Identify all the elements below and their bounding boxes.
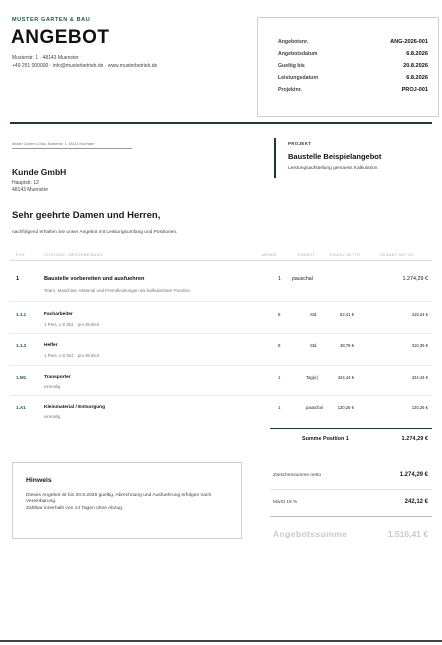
subtotal-label: Zwischensumme netto bbox=[273, 473, 321, 478]
row-unit-price: 52,41 € bbox=[340, 312, 354, 317]
row-quantity: 1 bbox=[278, 405, 281, 410]
company-brand: MUSTER GARTEN & BAU bbox=[12, 17, 91, 23]
table-row bbox=[10, 396, 432, 428]
row-pos: 1.1.2 bbox=[16, 343, 27, 348]
table-row bbox=[10, 334, 432, 366]
intro-text: nachfolgend erhalten Sie unser Angebot mit Leistungsumfang und Positionen. bbox=[12, 230, 178, 235]
meta-label: Angebotsdatum bbox=[278, 51, 318, 57]
meta-row-project-number bbox=[278, 87, 428, 96]
row-pos: 1.M1 bbox=[16, 375, 27, 380]
position-sum-label: Summe Position 1 bbox=[302, 436, 349, 442]
customer-street: Hauptstr. 12 bbox=[12, 180, 39, 186]
hint-title: Hinweis bbox=[26, 477, 52, 484]
row-unit: Tag(e) bbox=[306, 375, 318, 380]
meta-label: Angebotsnr. bbox=[278, 39, 309, 45]
row-quantity: 1 bbox=[278, 375, 281, 380]
row-pos: 1.A1 bbox=[16, 405, 26, 410]
row-unit: pauschal bbox=[292, 276, 313, 282]
meta-value: 6.8.2026 bbox=[406, 75, 428, 81]
table-header bbox=[10, 248, 432, 261]
table-row bbox=[10, 366, 432, 396]
totals-divider bbox=[270, 516, 432, 517]
meta-row-offer-date bbox=[278, 51, 428, 60]
greeting: Sehr geehrte Damen und Herren, bbox=[12, 210, 161, 221]
company-contact-line: +49 251 000000 · info@musterbetrieb.de · www.musterbetrieb.de bbox=[12, 63, 158, 69]
sender-line: Muster Garten & Bau, Musterstr. 1, 48143 Muenster bbox=[12, 142, 132, 149]
row-title: Facharbeiter bbox=[44, 312, 73, 317]
row-quantity: 8 bbox=[278, 312, 281, 317]
row-subtitle: Team, Maschine, Material und Fremdleistungen als kalkulierbare Position. bbox=[44, 288, 192, 293]
row-total: 1.274,29 € bbox=[402, 276, 428, 282]
row-subtitle: 1 Pers. x 8 Std. · pro Einheit bbox=[44, 322, 99, 327]
row-subtitle: 1 Pers. x 8 Std. · pro Einheit bbox=[44, 353, 99, 358]
row-unit: Std. bbox=[310, 312, 318, 317]
header-unit: EINHEIT bbox=[298, 253, 315, 257]
row-total: 424,44 € bbox=[411, 375, 428, 380]
grand-total-label: Angebotssumme bbox=[273, 529, 348, 539]
row-title: Kleinmaterial / Entsorgung bbox=[44, 405, 106, 410]
customer-address bbox=[12, 180, 48, 194]
meta-row-service-date bbox=[278, 75, 428, 84]
row-pos: 1.1.1 bbox=[16, 312, 27, 317]
header-total: GESAMT NETTO bbox=[380, 253, 414, 257]
row-subtitle: einmalig bbox=[44, 384, 61, 389]
row-unit-price: 424,44 € bbox=[337, 375, 354, 380]
row-subtitle: einmalig bbox=[44, 414, 61, 419]
customer-name: Kunde GmbH bbox=[12, 167, 67, 177]
meta-label: Leistungsdatum bbox=[278, 75, 319, 81]
document-title: ANGEBOT bbox=[11, 27, 110, 48]
table-row bbox=[10, 302, 432, 334]
row-pos: 1 bbox=[16, 276, 20, 282]
row-title: Baustelle vorbereiten und ausfuehren bbox=[44, 276, 145, 282]
meta-row-valid-until bbox=[278, 63, 428, 72]
grand-total-value: 1.516,41 € bbox=[387, 529, 428, 539]
totals-divider bbox=[270, 489, 432, 490]
header-quantity: MENGE bbox=[262, 253, 278, 257]
hint-box bbox=[12, 462, 242, 539]
row-total: 120,26 € bbox=[411, 405, 428, 410]
offer-meta-box bbox=[257, 17, 439, 117]
company-address-line: Musterstr. 1 · 48143 Muenster bbox=[12, 55, 79, 61]
row-unit: Std. bbox=[310, 343, 318, 348]
meta-value: PROJ-001 bbox=[401, 87, 428, 93]
hint-line-payment: Zahlbar innerhalb von 14 Tagen ohne Abzug. bbox=[26, 505, 124, 511]
meta-row-offer-number bbox=[278, 39, 428, 48]
meta-label: Projektnr. bbox=[278, 87, 302, 93]
header-unit-price: EINZEL NETTO bbox=[330, 253, 361, 257]
company-address bbox=[12, 54, 157, 70]
row-unit-price: 38,79 € bbox=[340, 343, 354, 348]
row-quantity: 8 bbox=[278, 343, 281, 348]
vat-value: 242,12 € bbox=[404, 499, 428, 505]
project-description: Leistungsaufstellung gemaess Kalkulation. bbox=[288, 166, 379, 171]
hint-text bbox=[26, 493, 226, 512]
row-unit: pauschal bbox=[306, 405, 323, 410]
header-description: LEISTUNG / BESCHREIBUNG bbox=[44, 253, 103, 257]
position-sum bbox=[270, 428, 432, 445]
position-sum-value: 1.274,29 € bbox=[401, 436, 428, 442]
meta-value: 20.8.2026 bbox=[403, 63, 428, 69]
project-accent-bar bbox=[274, 138, 276, 178]
row-quantity: 1 bbox=[278, 276, 281, 282]
row-total: 419,24 € bbox=[411, 312, 428, 317]
header-pos: POS. bbox=[16, 253, 27, 257]
meta-value: 6.8.2026 bbox=[406, 51, 428, 57]
project-title: Baustelle Beispielangebot bbox=[288, 152, 382, 161]
row-unit-price: 120,26 € bbox=[337, 405, 354, 410]
vat-label: MwSt 19 % bbox=[273, 500, 298, 505]
row-title: Helfer bbox=[44, 343, 58, 348]
row-total: 310,35 € bbox=[411, 343, 428, 348]
meta-value: ANG-2026-001 bbox=[390, 39, 428, 45]
table-row bbox=[10, 262, 432, 302]
footer-divider bbox=[0, 640, 442, 642]
meta-label: Gueltig bis bbox=[278, 63, 305, 69]
header-divider bbox=[10, 122, 432, 124]
customer-city: 48143 Muenster bbox=[12, 187, 49, 193]
hint-line-validity: Dieses Angebot ist bis 20.8.2026 gueltig. Abrechnung und Ausfuehrung erfolgen nach Vereinbarung. bbox=[26, 493, 212, 505]
project-label: PROJEKT bbox=[288, 141, 312, 146]
subtotal-value: 1.274,29 € bbox=[399, 472, 428, 478]
row-title: Transporter bbox=[44, 375, 71, 380]
